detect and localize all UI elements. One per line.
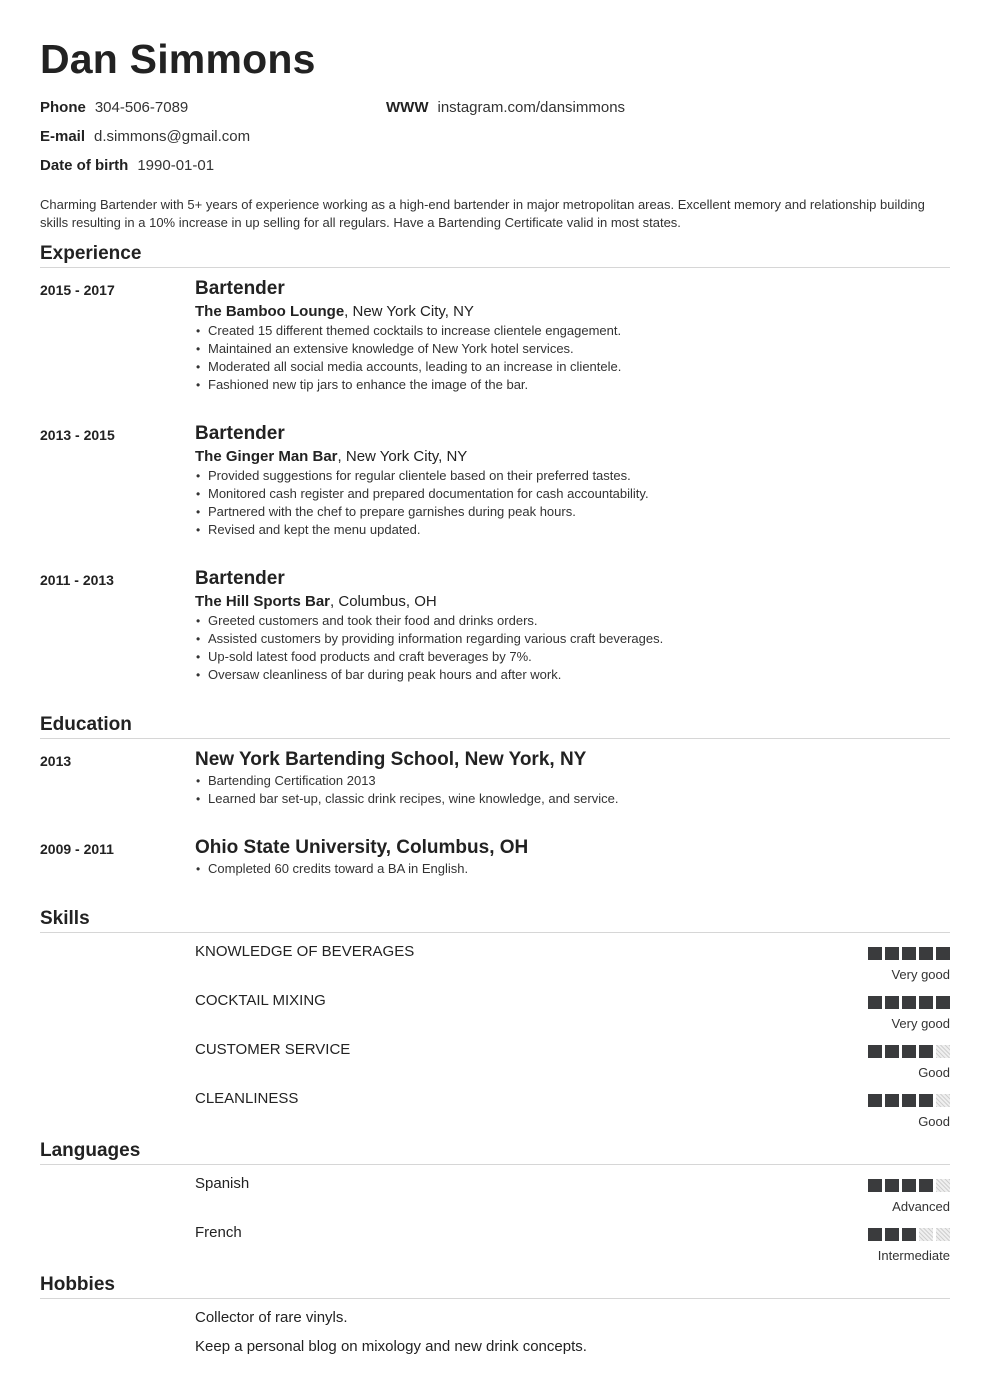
- rating-square-empty: [919, 1228, 933, 1241]
- skill-name: CLEANLINESS: [195, 1090, 299, 1107]
- skill-level: Good: [918, 1114, 950, 1129]
- skill-item: [195, 992, 950, 1032]
- rating-square-filled: [936, 947, 950, 960]
- list-item: • Bartending Certification 2013: [195, 772, 950, 790]
- rating-square-filled: [936, 996, 950, 1009]
- entry-body: [195, 748, 950, 808]
- rating-square-filled: [885, 1045, 899, 1058]
- rating-square-filled: [885, 996, 899, 1009]
- duties-list: [195, 322, 950, 394]
- language-level: Intermediate: [877, 1248, 950, 1263]
- job-title: Bartender: [195, 278, 285, 299]
- language-name: Spanish: [195, 1175, 250, 1192]
- entry-body: [195, 277, 950, 394]
- entry-date: 2015 - 2017: [40, 282, 115, 298]
- list-item: • Oversaw cleanliness of bar during peak hours and after work.: [195, 666, 950, 684]
- rating-square-filled: [919, 947, 933, 960]
- rating-square-filled: [868, 1094, 882, 1107]
- skill-level: Very good: [891, 967, 950, 982]
- rating-square-filled: [902, 1045, 916, 1058]
- education-details: [195, 860, 950, 878]
- rating-square-filled: [902, 1228, 916, 1241]
- job-title: Bartender: [195, 423, 285, 444]
- hobbies-heading: Hobbies: [40, 1274, 950, 1299]
- language-rating: [868, 1179, 950, 1192]
- entry-date: 2009 - 2011: [40, 841, 114, 857]
- skill-name: CUSTOMER SERVICE: [195, 1041, 351, 1058]
- list-item: • Completed 60 credits toward a BA in English.: [195, 860, 950, 878]
- rating-square-filled: [885, 947, 899, 960]
- company-location: , New York City, NY: [337, 448, 468, 465]
- language-rating: [868, 1228, 950, 1241]
- entry-body: [195, 422, 950, 539]
- list-item: • Fashioned new tip jars to enhance the image of the bar.: [195, 376, 950, 394]
- skill-rating: [868, 1045, 950, 1058]
- rating-square-filled: [919, 1094, 933, 1107]
- summary: Charming Bartender with 5+ years of experience working as a high-end bartender in major metropolitan areas. Excellent memory and relationship building skills resulting in a 10% increase in up selling for all regulars. Have a Bartending Certificate valid in most states.: [40, 197, 925, 230]
- language-level: Advanced: [892, 1199, 950, 1214]
- rating-square-filled: [868, 1045, 882, 1058]
- job-company-line: [195, 302, 950, 322]
- entry-date: 2011 - 2013: [40, 572, 114, 588]
- www-value[interactable]: instagram.com/dansimmons: [437, 99, 626, 116]
- language-item: [195, 1175, 950, 1215]
- list-item: • Monitored cash register and prepared documentation for cash accountability.: [195, 485, 950, 503]
- list-item: • Revised and kept the menu updated.: [195, 521, 950, 539]
- list-item: • Provided suggestions for regular clientele based on their preferred tastes.: [195, 467, 950, 485]
- dob-row: [40, 157, 214, 174]
- entry-body: [195, 567, 950, 684]
- entry-date: 2013: [40, 753, 72, 769]
- school-title: Ohio State University, Columbus, OH: [195, 837, 529, 858]
- skills-heading: Skills: [40, 908, 950, 933]
- job-title: Bartender: [195, 568, 285, 589]
- job-company-line: [195, 447, 950, 467]
- education-details: [195, 772, 950, 808]
- rating-square-filled: [868, 1179, 882, 1192]
- rating-square-filled: [868, 1228, 882, 1241]
- skill-rating: [868, 947, 950, 960]
- school-title: New York Bartending School, New York, NY: [195, 749, 587, 770]
- candidate-name: Dan Simmons: [40, 36, 316, 82]
- email-value[interactable]: d.simmons@gmail.com: [94, 128, 251, 145]
- skill-level: Good: [918, 1065, 950, 1080]
- list-item: • Up-sold latest food products and craft beverages by 7%.: [195, 648, 950, 666]
- phone-row: [40, 99, 188, 116]
- rating-square-filled: [919, 996, 933, 1009]
- dob-label: Date of birth: [40, 157, 129, 174]
- rating-square-filled: [885, 1094, 899, 1107]
- rating-square-filled: [885, 1179, 899, 1192]
- duties-list: [195, 467, 950, 539]
- list-item: • Moderated all social media accounts, leading to an increase in clientele.: [195, 358, 950, 376]
- experience-heading: Experience: [40, 243, 950, 268]
- education-heading: Education: [40, 714, 950, 739]
- rating-square-empty: [936, 1045, 950, 1058]
- phone-value: 304-506-7089: [94, 99, 189, 116]
- duties-list: [195, 612, 950, 684]
- www-label: WWW: [386, 99, 429, 116]
- rating-square-filled: [902, 947, 916, 960]
- skill-item: [195, 943, 950, 983]
- rating-square-empty: [936, 1094, 950, 1107]
- list-item: • Maintained an extensive knowledge of New York hotel services.: [195, 340, 950, 358]
- rating-square-filled: [868, 996, 882, 1009]
- rating-square-filled: [885, 1228, 899, 1241]
- job-company-line: [195, 592, 950, 612]
- rating-square-filled: [868, 947, 882, 960]
- list-item: • Greeted customers and took their food and drinks orders.: [195, 612, 950, 630]
- skill-name: COCKTAIL MIXING: [195, 992, 326, 1009]
- skill-level: Very good: [891, 1016, 950, 1031]
- rating-square-filled: [919, 1179, 933, 1192]
- language-name: French: [195, 1224, 242, 1241]
- rating-square-empty: [936, 1228, 950, 1241]
- rating-square-filled: [902, 996, 916, 1009]
- skill-name: KNOWLEDGE OF BEVERAGES: [195, 943, 415, 960]
- www-row: [386, 99, 625, 116]
- language-item: [195, 1224, 950, 1264]
- entry-body: [195, 836, 950, 878]
- company-location: , New York City, NY: [344, 303, 474, 320]
- hobby-item: Keep a personal blog on mixology and new drink concepts.: [195, 1338, 587, 1355]
- company-name: The Bamboo Lounge: [195, 303, 345, 320]
- list-item: • Partnered with the chef to prepare garnishes during peak hours.: [195, 503, 950, 521]
- hobby-item: Collector of rare vinyls.: [195, 1309, 348, 1326]
- list-item: • Assisted customers by providing information regarding various craft beverages.: [195, 630, 950, 648]
- rating-square-filled: [902, 1094, 916, 1107]
- list-item: • Learned bar set-up, classic drink recipes, wine knowledge, and service.: [195, 790, 950, 808]
- list-item: • Created 15 different themed cocktails to increase clientele engagement.: [195, 322, 950, 340]
- languages-heading: Languages: [40, 1140, 950, 1165]
- rating-square-filled: [902, 1179, 916, 1192]
- dob-value: 1990-01-01: [137, 157, 215, 174]
- skill-item: [195, 1041, 950, 1081]
- skill-rating: [868, 1094, 950, 1107]
- entry-date: 2013 - 2015: [40, 427, 115, 443]
- email-row: [40, 128, 250, 145]
- email-label: E-mail: [40, 128, 86, 145]
- company-name: The Hill Sports Bar: [195, 593, 331, 610]
- skill-rating: [868, 996, 950, 1009]
- rating-square-empty: [936, 1179, 950, 1192]
- rating-square-filled: [919, 1045, 933, 1058]
- skill-item: [195, 1090, 950, 1130]
- company-name: The Ginger Man Bar: [195, 448, 338, 465]
- phone-label: Phone: [40, 99, 86, 116]
- company-location: , Columbus, OH: [330, 593, 437, 610]
